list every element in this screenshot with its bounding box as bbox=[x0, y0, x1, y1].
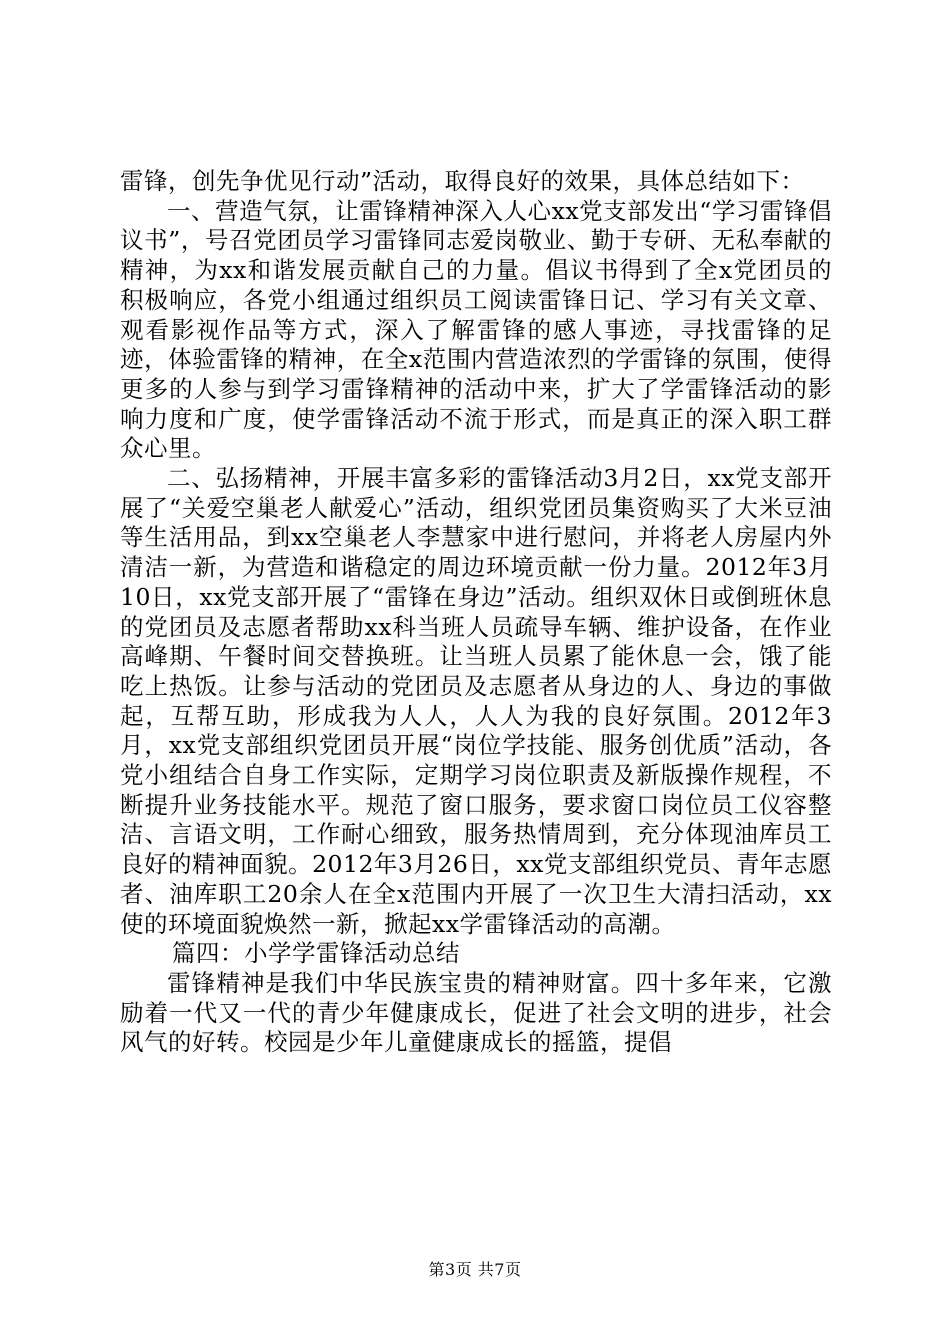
paragraph-section-four: 雷锋精神是我们中华民族宝贵的精神财富。四十多年来，它激励着一代又一代的青少年健康成长，促进了社会文明的进步，社会风气的好转。校园是少年儿童健康成长的摇篮，提倡 bbox=[120, 968, 832, 1057]
document-body bbox=[120, 167, 832, 1058]
page-number-footer: 第3页 共7页 bbox=[428, 1260, 522, 1279]
paragraph-continuation: 雷锋，创先争优见行动”活动，取得良好的效果，具体总结如下： bbox=[120, 167, 805, 195]
section-heading: 篇四：小学学雷锋活动总结 bbox=[172, 939, 460, 968]
paragraph-section-one: 一、营造气氛，让雷锋精神深入人心xx党支部发出“学习雷锋倡议书”，号召党团员学习雷锋同志爱岗敬业、勤于专研、无私奉献的精神，为xx和谐发展贡献自己的力量。倡议书得到了全x党团员的积极响应，各党小组通过组织员工阅读雷锋日记、学习有关文章、观看影视作品等方式，深入了解雷锋的感人事迹，寻找雷锋的足迹，体验雷锋的精神，在全x范围内营造浓烈的学雷锋的氛围，使得更多的人参与到学习雷锋精神的活动中来，扩大了学雷锋活动的影响力度和广度，使学雷锋活动不流于形式，而是真正的深入职工群众心里。 bbox=[120, 196, 832, 463]
paragraph-section-two: 二、弘扬精神，开展丰富多彩的雷锋活动3月2日，xx党支部开展了“关爱空巢老人献爱心”活动，组织党团员集资购买了大米豆油等生活用品，到xx空巢老人李慧家中进行慰问，并将老人房屋内外清洁一新，为营造和谐稳定的周边环境贡献一份力量。2012年3月10日，xx党支部开展了“雷锋在身边”活动。组织双休日或倒班休息的党团员及志愿者帮助xx科当班人员疏导车辆、维护设备，在作业高峰期、午餐时间交替换班。让当班人员累了能休息一会，饿了能吃上热饭。让参与活动的党团员及志愿者从身边的人、身边的事做起，互帮互助，形成我为人人，人人为我的良好氛围。2012年3月，xx党支部组织党团员开展“岗位学技能、服务创优质”活动，各党小组结合自身工作实际，定期学习岗位职责及新版操作规程，不断提升业务技能水平。规范了窗口服务，要求窗口岗位员工仪容整洁、言语文明，工作耐心细致，服务热情周到，充分体现油库员工良好的精神面貌。2012年3月26日，xx党支部组织党员、青年志愿者、油库职工20余人在全x范围内开展了一次卫生大清扫活动，xx使的环境面貌焕然一新，掀起xx学雷锋活动的高潮。 bbox=[120, 464, 832, 938]
